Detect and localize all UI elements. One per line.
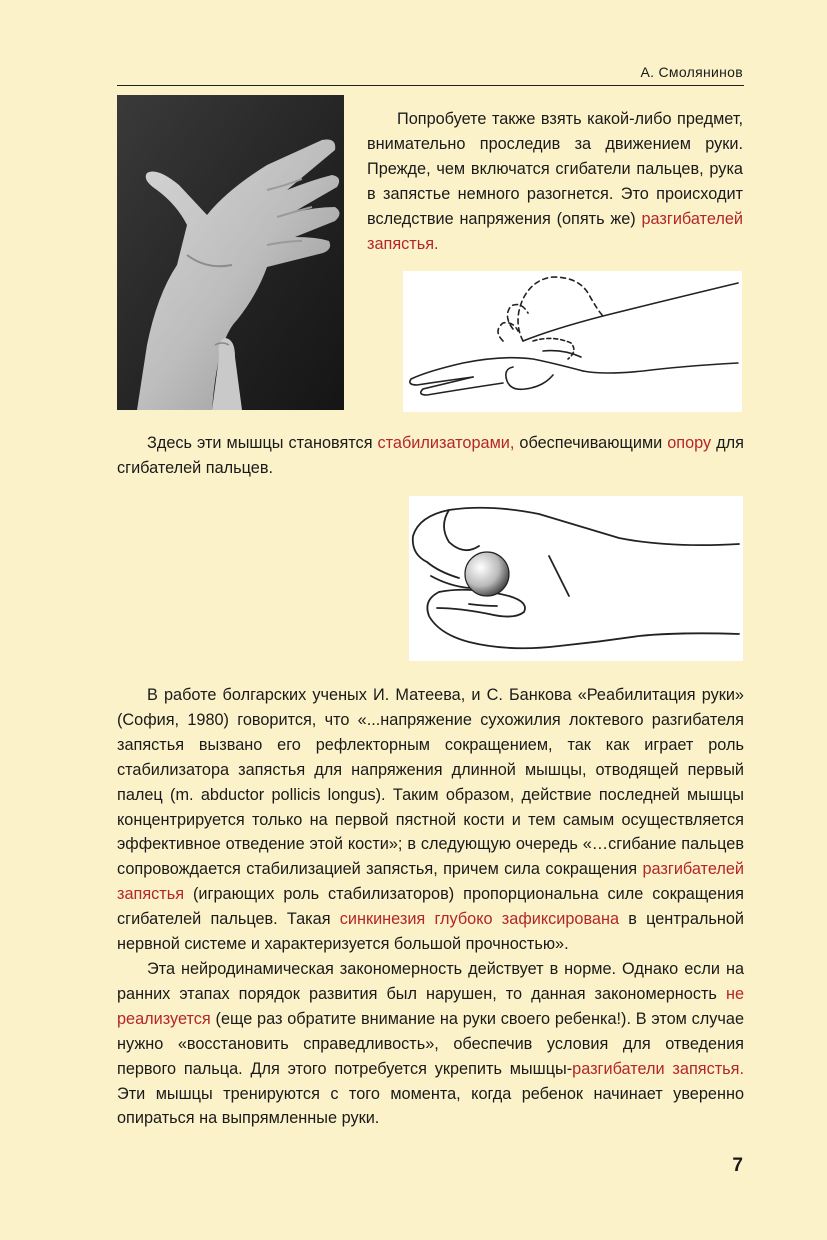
paragraph-grasp [367, 107, 743, 256]
paragraph-bulgarian-study-text-3: в центральной нервной системе и характеризуется большой прочностью». [117, 910, 744, 954]
header-rule [117, 85, 744, 86]
paragraph-neurodynamics-text-3: Эти мышцы тренируются с того момента, когда ребенок начинает уверенно опираться на выпрямленные руки. [117, 1084, 744, 1128]
drawing-hand-grasp [403, 271, 742, 412]
paragraph-neurodynamics-text-2: (еще раз обратите внимание на руки своего ребенка!). В этом случае нужно «восстановить справедливость», обеспечив условия для отведения первого пальца. Для этого потребуется укрепить мышцы- [117, 1009, 744, 1078]
paragraph-stabilizers-text-3: для сгибателей пальцев. [117, 434, 745, 477]
paragraph-stabilizers-text-2: обеспечивающими [514, 434, 668, 452]
paragraph-bulgarian-study-text-2: (играющих роль стабилизаторов) пропорциональна силе сокращения сгибателей пальцев. Такая [117, 885, 744, 929]
page-number: 7 [732, 1155, 743, 1176]
fist-ball-drawing-icon [409, 496, 743, 661]
highlight-not-realized: не реализуется [117, 984, 744, 1028]
paragraph-bulgarian-study [117, 683, 744, 957]
paragraph-stabilizers [117, 431, 744, 481]
highlight-wrist-extensors: разгибателей запястья. [367, 209, 743, 253]
highlight-wrist-extensors-2: разгибателей запястья [117, 860, 744, 904]
highlight-wrist-extensors-3: разгибатели запястья. [572, 1059, 744, 1078]
highlight-stabilizers: стабилизаторами, [377, 434, 515, 452]
running-header-author: А. Смолянинов [640, 64, 743, 80]
paragraph-stabilizers-text-1: Здесь эти мышцы становятся [147, 434, 378, 452]
hand-photo [117, 95, 344, 410]
paragraph-neurodynamics-text-1: Эта нейродинамическая закономерность действует в норме. Однако если на ранних этапах порядок развития был нарушен, то данная закономерность [117, 960, 744, 1003]
highlight-support: опору [667, 434, 712, 452]
paragraph-neurodynamics [117, 957, 744, 1131]
paragraph-grasp-text: Попробуете также взять какой-либо предмет, внимательно проследив за движением руки. Прежде, чем включатся сгибатели пальцев, рука в запястье немного разогнется. Это происходит вследствие напряжения (опять же) [367, 110, 743, 228]
drawing-fist-ball [409, 496, 743, 661]
paragraph-bulgarian-study-text-1: В работе болгарских ученых И. Матеева, и С. Банкова «Реабилитация руки» (София, 1980) говорится, что «...напряжение сухожилия локтевого разгибателя запястья вызвано его рефлекторным сокращением, так как играет роль стабилизатора запястья для напряжения длинной мышцы, отводящей первый палец (m. abductor pollicis longus). Таким образом, действие последней мышцы концентрируется только на первой пястной кости и тем самым осуществляется эффективное отведение этой кости»; в следующую очередь «…сгибание пальцев сопровождается стабилизацией запястья, причем сила сокращения [117, 686, 744, 879]
hand-photo-icon [117, 95, 344, 410]
highlight-synkinesis: синкинезия глубоко зафиксирована [339, 910, 620, 929]
hand-grasp-drawing-icon [403, 271, 742, 412]
